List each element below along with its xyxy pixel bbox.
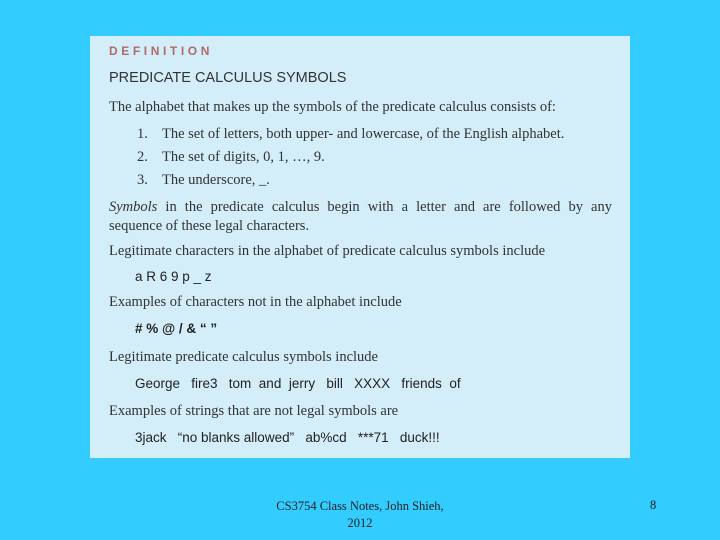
symbols-term: Symbols (109, 199, 158, 215)
definition-panel (90, 36, 630, 458)
footer-line2: 2012 (347, 516, 373, 530)
legit-chars-example: a R 6 9 p _ z (135, 269, 212, 284)
symbols-definition-line2: sequence of these legal characters. (109, 218, 310, 234)
illegal-symbols-heading: Examples of strings that are not legal symbols are (109, 403, 399, 419)
not-chars-heading: Examples of characters not in the alphabet include (109, 294, 402, 310)
illegal-symbols-example: 3jack “no blanks allowed” ab%cd ***71 duck!!! (135, 430, 440, 445)
list-item-number: 1. (137, 126, 148, 142)
legit-symbols-example: George fire3 tom and jerry bill XXXX friends of (135, 376, 461, 391)
list-item: The underscore, _. (162, 172, 270, 188)
footer-credit (250, 498, 470, 532)
footer-line1: CS3754 Class Notes, John Shieh, (276, 499, 444, 513)
page-number: 8 (650, 498, 657, 512)
list-item: The set of letters, both upper- and lowercase, of the English alphabet. (162, 126, 565, 142)
legit-chars-heading: Legitimate characters in the alphabet of predicate calculus symbols include (109, 243, 546, 259)
intro-text: The alphabet that makes up the symbols of the predicate calculus consists of: (109, 99, 556, 115)
symbols-definition-line1 (109, 199, 612, 216)
legit-symbols-heading: Legitimate predicate calculus symbols include (109, 349, 378, 365)
list-item: The set of digits, 0, 1, …, 9. (162, 149, 325, 165)
list-item-number: 3. (137, 172, 148, 188)
list-item-number: 2. (137, 149, 148, 165)
definition-label: DEFINITION (109, 44, 213, 58)
not-chars-example: # % @ / & “ ” (135, 321, 218, 336)
section-title: PREDICATE CALCULUS SYMBOLS (109, 70, 347, 86)
symbols-line1-rest: in the predicate calculus begin with a letter and are followed by any (157, 199, 612, 215)
